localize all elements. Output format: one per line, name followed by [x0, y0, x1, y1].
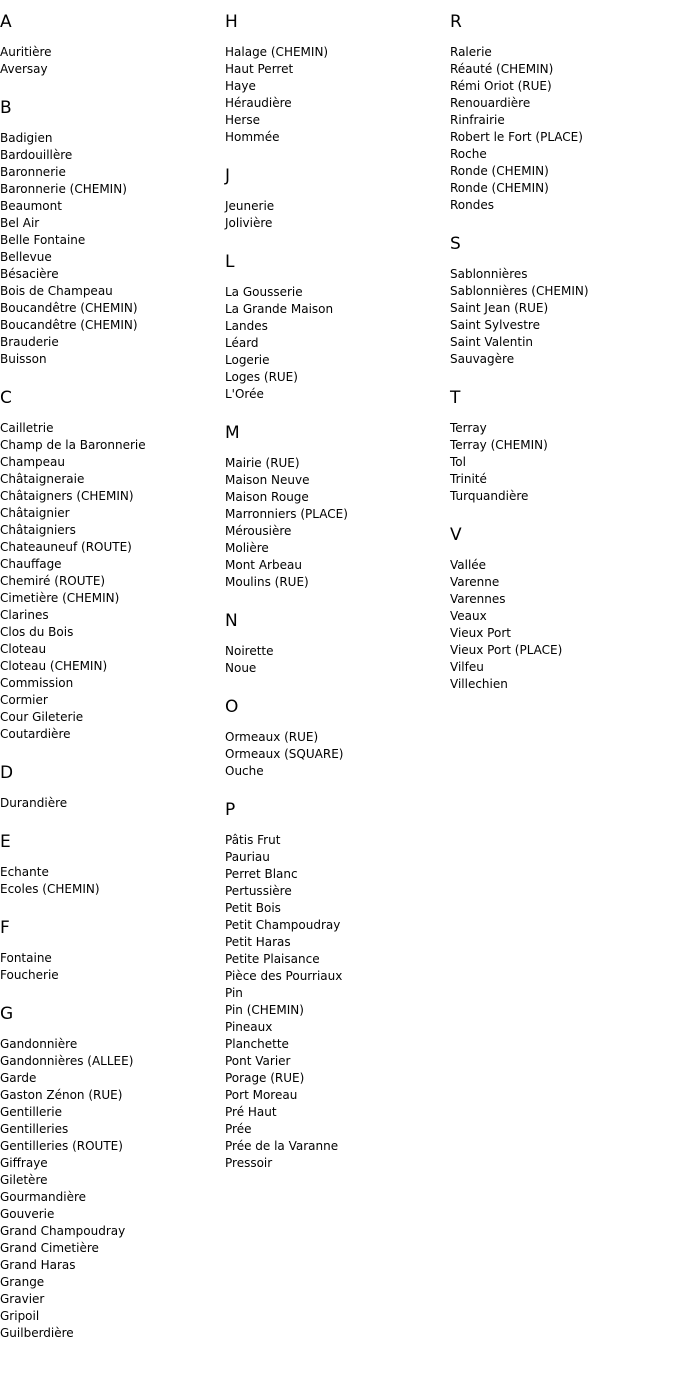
- place-name-item: Tol: [450, 455, 466, 469]
- place-name-item: Gaston Zénon (RUE): [0, 1088, 123, 1102]
- place-name-item: Pont Varier: [225, 1054, 291, 1068]
- place-name-item: Veaux: [450, 609, 487, 623]
- place-name-item: Saint Sylvestre: [450, 318, 540, 332]
- place-name-item: Aversay: [0, 62, 48, 76]
- group-letter-heading: H: [225, 12, 238, 32]
- letter-group: [0, 916, 225, 984]
- letter-group: [225, 250, 450, 403]
- place-name-item: Gandonnière: [0, 1037, 78, 1051]
- place-name-item: Ronde (CHEMIN): [450, 164, 549, 178]
- letter-group: [0, 386, 225, 743]
- letter-group: [0, 96, 225, 368]
- letter-group: [450, 10, 675, 214]
- place-name-item: Saint Valentin: [450, 335, 534, 349]
- letter-group: [0, 10, 225, 78]
- place-name-item: Beaumont: [0, 199, 62, 213]
- place-name-item: Gentilleries: [0, 1122, 69, 1136]
- place-name-item: Pin (CHEMIN): [225, 1003, 304, 1017]
- place-name-list: [225, 284, 450, 403]
- place-name-item: Villechien: [450, 677, 508, 691]
- column-1: [0, 10, 225, 1360]
- place-name-item: Champeau: [0, 455, 65, 469]
- place-name-list: [225, 455, 450, 591]
- place-name-item: Bel Air: [0, 216, 40, 230]
- place-name-item: Terray: [450, 421, 487, 435]
- place-name-item: Jeunerie: [225, 199, 275, 213]
- place-name-item: Pin: [225, 986, 243, 1000]
- place-name-item: Gourmandière: [0, 1190, 87, 1204]
- place-name-item: Badigien: [0, 131, 53, 145]
- place-name-item: Commission: [0, 676, 74, 690]
- place-name-list: [0, 950, 225, 984]
- place-name-item: Cimetière (CHEMIN): [0, 591, 120, 605]
- place-name-item: Pré Haut: [225, 1105, 277, 1119]
- place-name-item: Pièce des Pourriaux: [225, 969, 343, 983]
- place-name-item: Coutardière: [0, 727, 71, 741]
- place-name-item: Châtaigniers: [0, 523, 76, 537]
- place-name-item: Gripoil: [0, 1309, 40, 1323]
- place-name-item: Mérousière: [225, 524, 292, 538]
- place-name-item: Terray (CHEMIN): [450, 438, 548, 452]
- group-letter-heading: B: [0, 98, 12, 118]
- place-name-item: Halage (CHEMIN): [225, 45, 329, 59]
- place-name-item: Gentilleries (ROUTE): [0, 1139, 123, 1153]
- column-2: [225, 10, 450, 1190]
- place-name-item: Pertussière: [225, 884, 292, 898]
- place-name-item: Maison Neuve: [225, 473, 310, 487]
- place-name-item: Clarines: [0, 608, 49, 622]
- letter-group: [225, 798, 450, 1172]
- group-letter-heading: P: [225, 800, 236, 820]
- place-name-item: La Gousserie: [225, 285, 303, 299]
- place-name-item: Mont Arbeau: [225, 558, 302, 572]
- place-name-item: Hommée: [225, 130, 280, 144]
- place-name-item: Pressoir: [225, 1156, 273, 1170]
- place-name-item: Grand Champoudray: [0, 1224, 126, 1238]
- place-name-item: Turquandière: [450, 489, 529, 503]
- place-name-item: L'Orée: [225, 387, 264, 401]
- group-letter-heading: E: [0, 832, 11, 852]
- group-letter-heading: J: [225, 166, 231, 186]
- group-letter-heading: L: [225, 252, 235, 272]
- place-name-item: Renouardière: [450, 96, 531, 110]
- place-name-item: Baronnerie: [0, 165, 66, 179]
- place-name-list: [450, 420, 675, 505]
- place-name-item: Trinité: [450, 472, 487, 486]
- place-name-item: Grange: [0, 1275, 45, 1289]
- place-name-item: Varennes: [450, 592, 506, 606]
- place-name-item: Marronniers (PLACE): [225, 507, 348, 521]
- place-name-item: Chemiré (ROUTE): [0, 574, 106, 588]
- letter-group: [225, 10, 450, 146]
- place-name-item: Maison Rouge: [225, 490, 309, 504]
- place-name-item: Vieux Port (PLACE): [450, 643, 563, 657]
- place-name-list: [0, 44, 225, 78]
- letter-group: [450, 523, 675, 693]
- letter-group: [225, 421, 450, 591]
- place-name-item: Prée: [225, 1122, 252, 1136]
- place-name-item: Boucandêtre (CHEMIN): [0, 318, 138, 332]
- place-name-list: [0, 864, 225, 898]
- place-name-item: Pineaux: [225, 1020, 273, 1034]
- place-name-item: Brauderie: [0, 335, 59, 349]
- place-name-item: Jolivière: [225, 216, 273, 230]
- place-name-list: [450, 557, 675, 693]
- place-name-item: Bésacière: [0, 267, 59, 281]
- place-name-item: Saint Jean (RUE): [450, 301, 549, 315]
- place-name-item: Planchette: [225, 1037, 289, 1051]
- place-name-item: Haut Perret: [225, 62, 294, 76]
- place-name-item: Chateauneuf (ROUTE): [0, 540, 132, 554]
- place-name-item: Auritière: [0, 45, 52, 59]
- letter-group: [450, 232, 675, 368]
- group-letter-heading: T: [450, 388, 461, 408]
- place-name-item: Réauté (CHEMIN): [450, 62, 554, 76]
- group-letter-heading: N: [225, 611, 238, 631]
- place-name-item: Cour Gileterie: [0, 710, 84, 724]
- place-name-list: [0, 130, 225, 368]
- place-name-item: Gouverie: [0, 1207, 55, 1221]
- place-name-item: Sauvagère: [450, 352, 515, 366]
- place-name-item: Petit Champoudray: [225, 918, 341, 932]
- place-name-item: Vallée: [450, 558, 487, 572]
- place-name-item: Buisson: [0, 352, 47, 366]
- place-name-item: Ouche: [225, 764, 264, 778]
- place-name-item: Bellevue: [0, 250, 52, 264]
- place-name-item: Gandonnières (ALLEE): [0, 1054, 134, 1068]
- group-letter-heading: S: [450, 234, 461, 254]
- letter-group: [0, 761, 225, 812]
- place-name-item: Cloteau (CHEMIN): [0, 659, 108, 673]
- letter-group: [225, 164, 450, 232]
- place-name-item: Ormeaux (RUE): [225, 730, 319, 744]
- place-name-list: [225, 44, 450, 146]
- place-name-item: Ralerie: [450, 45, 492, 59]
- place-name-item: Petite Plaisance: [225, 952, 320, 966]
- place-name-item: Guilberdière: [0, 1326, 74, 1340]
- place-name-item: Ronde (CHEMIN): [450, 181, 549, 195]
- group-letter-heading: F: [0, 918, 10, 938]
- place-name-item: Durandière: [0, 796, 68, 810]
- place-name-list: [225, 832, 450, 1172]
- place-name-item: Léard: [225, 336, 259, 350]
- place-name-item: Haye: [225, 79, 256, 93]
- place-name-item: La Grande Maison: [225, 302, 334, 316]
- place-name-item: Foucherie: [0, 968, 59, 982]
- place-name-item: Héraudière: [225, 96, 292, 110]
- place-name-item: Vilfeu: [450, 660, 484, 674]
- group-letter-heading: D: [0, 763, 14, 783]
- place-name-list: [225, 729, 450, 780]
- column-3: [450, 10, 675, 711]
- place-name-item: Pâtis Frut: [225, 833, 281, 847]
- place-name-item: Herse: [225, 113, 260, 127]
- letter-group: [0, 1002, 225, 1342]
- place-name-item: Petit Bois: [225, 901, 281, 915]
- place-name-item: Rondes: [450, 198, 494, 212]
- place-name-item: Roche: [450, 147, 487, 161]
- place-name-item: Grand Haras: [0, 1258, 76, 1272]
- place-name-list: [0, 1036, 225, 1342]
- place-name-item: Moulins (RUE): [225, 575, 309, 589]
- place-name-item: Rémi Oriot (RUE): [450, 79, 552, 93]
- place-name-item: Noue: [225, 661, 257, 675]
- place-name-item: Petit Haras: [225, 935, 291, 949]
- place-name-item: Noirette: [225, 644, 274, 658]
- place-name-item: Giffraye: [0, 1156, 48, 1170]
- place-name-item: Landes: [225, 319, 268, 333]
- place-name-item: Rinfrairie: [450, 113, 505, 127]
- group-letter-heading: M: [225, 423, 240, 443]
- letter-group: [225, 609, 450, 677]
- place-name-list: [225, 198, 450, 232]
- place-name-item: Châtaignier: [0, 506, 70, 520]
- place-name-item: Grand Cimetière: [0, 1241, 99, 1255]
- place-name-item: Giletère: [0, 1173, 48, 1187]
- letter-group: [225, 695, 450, 780]
- place-name-item: Robert le Fort (PLACE): [450, 130, 583, 144]
- place-name-item: Cailletrie: [0, 421, 54, 435]
- group-letter-heading: R: [450, 12, 462, 32]
- place-name-item: Perret Blanc: [225, 867, 298, 881]
- place-name-item: Port Moreau: [225, 1088, 298, 1102]
- place-name-item: Mairie (RUE): [225, 456, 300, 470]
- group-letter-heading: C: [0, 388, 12, 408]
- place-name-list: [0, 420, 225, 743]
- place-name-item: Bardouillère: [0, 148, 73, 162]
- place-name-item: Châtaigneraie: [0, 472, 85, 486]
- place-name-item: Garde: [0, 1071, 37, 1085]
- letter-group: [450, 386, 675, 505]
- place-name-item: Clos du Bois: [0, 625, 74, 639]
- place-name-item: Bois de Champeau: [0, 284, 113, 298]
- place-name-item: Châtaigners (CHEMIN): [0, 489, 134, 503]
- place-name-item: Boucandêtre (CHEMIN): [0, 301, 138, 315]
- place-name-item: Ormeaux (SQUARE): [225, 747, 344, 761]
- group-letter-heading: G: [0, 1004, 14, 1024]
- place-name-item: Sablonnières: [450, 267, 528, 281]
- place-name-item: Cormier: [0, 693, 48, 707]
- place-name-item: Fontaine: [0, 951, 52, 965]
- place-name-item: Gravier: [0, 1292, 45, 1306]
- group-letter-heading: O: [225, 697, 239, 717]
- place-name-item: Loges (RUE): [225, 370, 298, 384]
- place-name-item: Chauffage: [0, 557, 62, 571]
- place-name-item: Gentillerie: [0, 1105, 63, 1119]
- letter-group: [0, 830, 225, 898]
- place-name-item: Porage (RUE): [225, 1071, 305, 1085]
- place-name-item: Logerie: [225, 353, 270, 367]
- place-name-item: Ecoles (CHEMIN): [0, 882, 100, 896]
- place-name-item: Champ de la Baronnerie: [0, 438, 146, 452]
- place-name-item: Cloteau: [0, 642, 47, 656]
- place-name-item: Varenne: [450, 575, 500, 589]
- place-name-list: [225, 643, 450, 677]
- place-name-item: Molière: [225, 541, 269, 555]
- group-letter-heading: A: [0, 12, 12, 32]
- place-name-item: Belle Fontaine: [0, 233, 86, 247]
- place-name-item: Prée de la Varanne: [225, 1139, 339, 1153]
- place-name-item: Echante: [0, 865, 49, 879]
- place-name-item: Pauriau: [225, 850, 270, 864]
- place-name-item: Sablonnières (CHEMIN): [450, 284, 589, 298]
- place-name-list: [0, 795, 225, 812]
- group-letter-heading: V: [450, 525, 462, 545]
- place-name-item: Vieux Port: [450, 626, 511, 640]
- place-name-item: Baronnerie (CHEMIN): [0, 182, 127, 196]
- place-name-list: [450, 266, 675, 368]
- place-name-list: [450, 44, 675, 214]
